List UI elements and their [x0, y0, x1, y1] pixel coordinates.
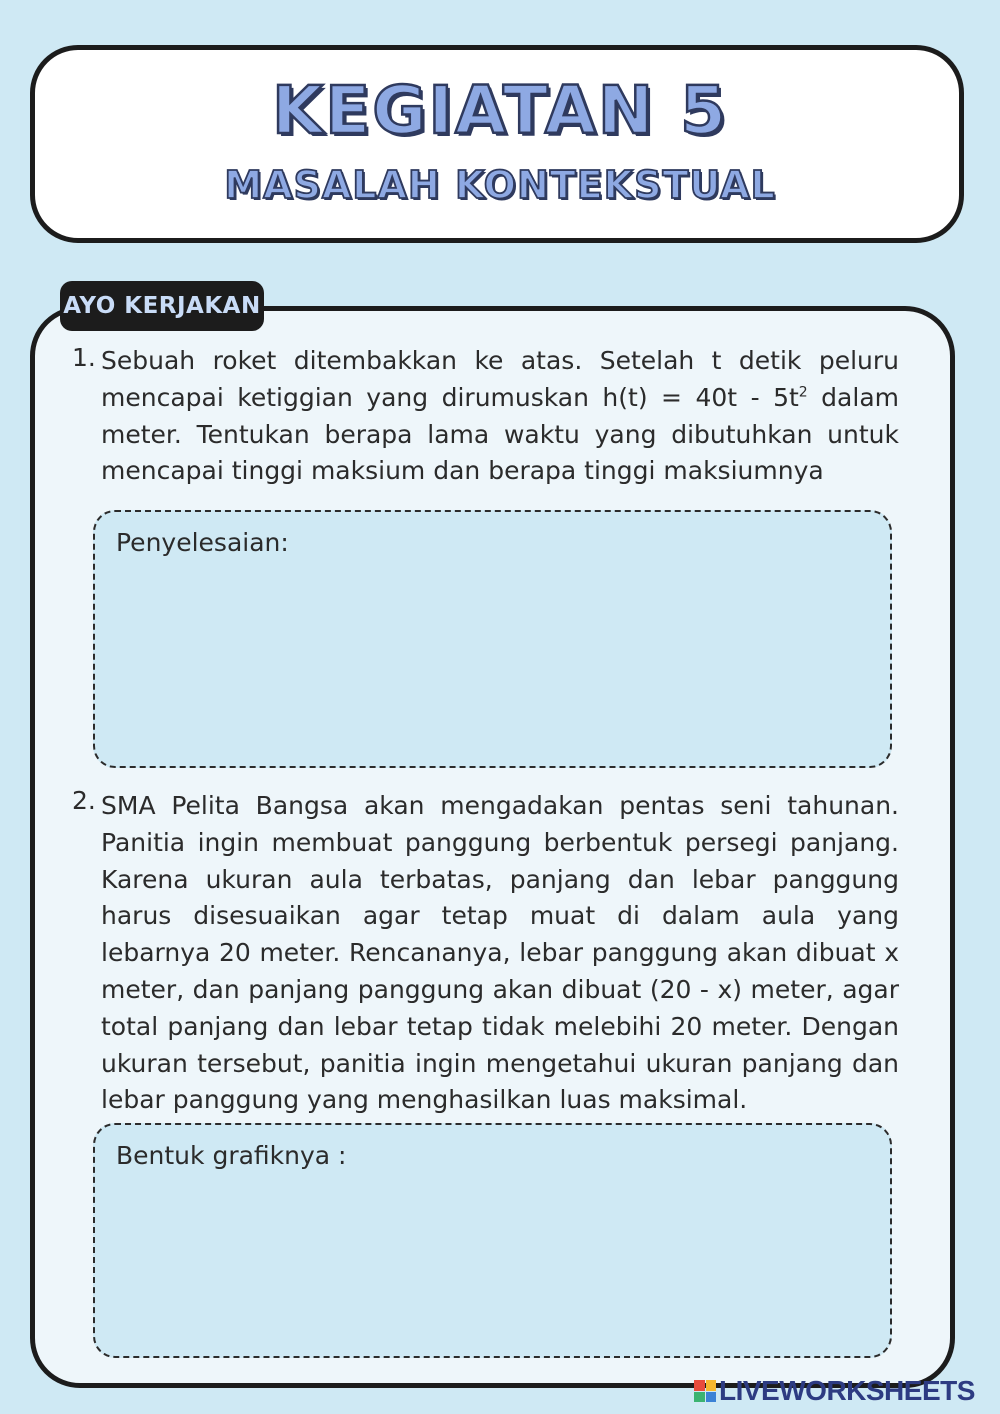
question-1-text-part-1: Sebuah roket ditembakkan ke atas. Setelah t detik peluru mencapai ketiggian yang dirumuskan h(t) = 40t - 5t	[101, 346, 899, 412]
question-1-exponent: 2	[798, 384, 808, 401]
answer-box-1[interactable]	[93, 510, 892, 768]
page-subtitle: MASALAH KONTEKSTUAL	[224, 163, 776, 207]
question-2-text: SMA Pelita Bangsa akan mengadakan pentas seni tahunan. Panitia ingin membuat panggung berbentuk persegi panjang. Karena ukuran aula terbatas, panjang dan lebar panggung harus disesuaikan agar tetap muat di dalam aula yang lebarnya 20 meter. Rencananya, lebar panggung akan dibuat x meter, dan panjang panggung akan dibuat (20 - x) meter, agar total panjang dan lebar tetap tidak melebihi 20 meter. Dengan ukuran tersebut, panitia ingin mengetahui ukuran panjang dan lebar panggung yang menghasilkan luas maksimal.	[101, 791, 899, 1115]
question-2-number: 2.	[72, 786, 96, 815]
question-1-text-part-2: dalam meter. Tentukan berapa lama waktu yang dibutuhkan untuk mencapai tinggi maksium dan berapa tinggi maksiumnya	[101, 382, 899, 486]
question-1-number: 1.	[72, 343, 96, 372]
brand-grid-icon	[694, 1380, 716, 1402]
answer-label-2: Bentuk grafiknya :	[116, 1141, 347, 1170]
brand-name: LIVEWORKSHEETS	[719, 1375, 975, 1406]
answer-box-2[interactable]	[93, 1123, 892, 1358]
answer-label-1: Penyelesaian:	[116, 528, 289, 557]
section-badge: AYO KERJAKAN	[60, 281, 264, 331]
liveworksheets-logo	[694, 1374, 975, 1408]
question-1-text	[101, 343, 899, 490]
page-title: KEGIATAN 5	[271, 72, 729, 149]
